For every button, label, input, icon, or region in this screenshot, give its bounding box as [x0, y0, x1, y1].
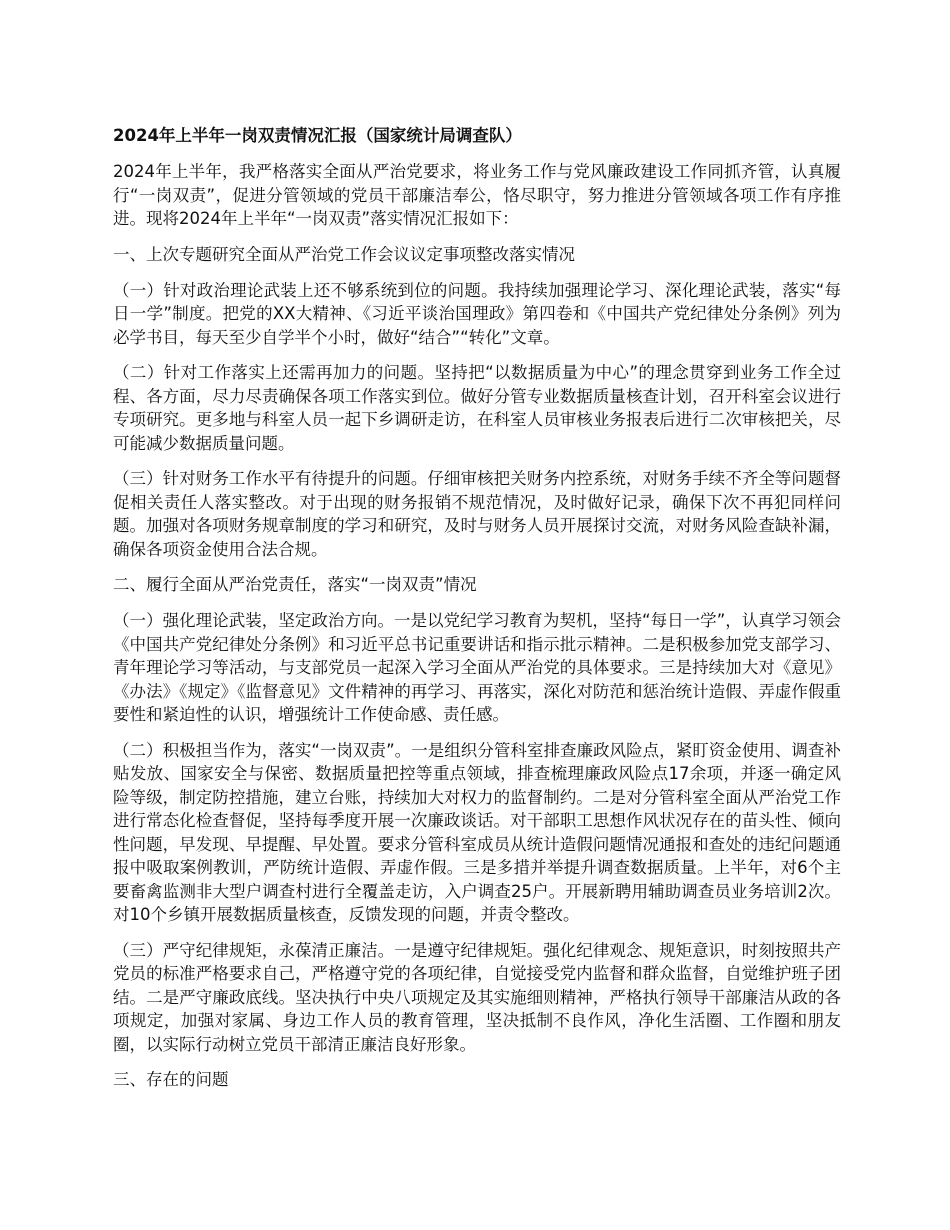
section-3-heading: 三、存在的问题 [113, 1070, 229, 1089]
document-page [113, 124, 841, 1104]
section-1-heading: 一、上次专题研究全面从严治党工作会议议定事项整改落实情况 [113, 244, 575, 264]
section-2-heading: 二、履行全面从严治党责任，落实“一岗双责”情况 [113, 575, 477, 594]
document-title: 2024年上半年一岗双责情况汇报（国家统计局调查队） [113, 126, 522, 145]
section-2-paragraph-3: （三）严守纪律规矩，永葆清正廉洁。一是遵守纪律规矩。强化纪律观念、规矩意识，时刻按照共产党员的标准严格要求自己，严格遵守党的各项纪律，自觉接受党内监督和群众监督，自觉维护班子团结。二是严守廉政底线。坚决执行中央八项规定及其实施细则精神，严格执行领导干部廉洁从政的各项规定，加强对家属、身边工作人员的教育管理，坚决抵制不良作风，净化生活圈、工作圈和朋友圈，以实际行动树立党员干部清正廉洁良好形象。 [113, 940, 841, 1054]
intro-paragraph: 2024年上半年，我严格落实全面从严治党要求，将业务工作与党风廉政建设工作同抓齐管，认真履行“一岗双责”，促进分管领域的党员干部廉洁奉公，恪尽职守，努力推进分管领域各项工作有序推进。现将2024年上半年“一岗双责”落实情况汇报如下： [113, 162, 841, 228]
section-2-paragraph-2: （二）积极担当作为，落实“一岗双责”。一是组织分管科室排查廉政风险点，紧盯资金使用、调查补贴发放、国家安全与保密、数据质量把控等重点领域，排查梳理廉政风险点17余项，并逐一确定风险等级，制定防控措施，建立台账，持续加大对权力的监督制约。二是对分管科室全面从严治党工作进行常态化检查督促，坚持每季度开展一次廉政谈话。对干部职工思想作风状况存在的苗头性、倾向性问题，早发现、早提醒、早处置。要求分管科室成员从统计造假问题情况通报和查处的违纪问题通报中吸取案例教训，严防统计造假、弄虚作假。三是多措并举提升调查数据质量。上半年，对6个主要畜禽监测非大型户调查村进行全覆盖走访，入户调查25户。开展新聘用辅助调查员业务培训2次。对10个乡镇开展数据质量核查，反馈发现的问题，并责令整改。 [113, 740, 841, 924]
section-2-paragraph-1: （一）强化理论武装，坚定政治方向。一是以党纪学习教育为契机，坚持“每日一学”，认真学习领会《中国共产党纪律处分条例》和习近平总书记重要讲话和指示批示精神。二是积极参加党支部学习、青年理论学习等活动，与支部党员一起深入学习全面从严治党的具体要求。三是持续加大对《意见》《办法》《规定》《监督意见》文件精神的再学习、再落实，深化对防范和惩治统计造假、弄虚作假重要性和紧迫性的认识，增强统计工作使命感、责任感。 [113, 611, 841, 724]
section-1-paragraph-1: （一）针对政治理论武装上还不够系统到位的问题。我持续加强理论学习、深化理论武装，落实“每日一学”制度。把党的XX大精神、《习近平谈治国理政》第四卷和《中国共产党纪律处分条例》列为必学书目，每天至少自学半个小时，做好“结合”“转化”文章。 [113, 280, 841, 347]
section-1-paragraph-2: （二）针对工作落实上还需再加力的问题。坚持把“以数据质量为中心”的理念贯穿到业务工作全过程、各方面，尽力尽责确保各项工作落实到位。做好分管专业数据质量核查计划，召开科室会议进行专项研究。更多地与科室人员一起下乡调研走访，在科室人员审核业务报表后进行二次审核把关，尽可能减少数据质量问题。 [113, 363, 841, 453]
section-1-paragraph-3: （三）针对财务工作水平有待提升的问题。仔细审核把关财务内控系统，对财务手续不齐全等问题督促相关责任人落实整改。对于出现的财务报销不规范情况，及时做好记录，确保下次不再犯同样问题。加强对各项财务规章制度的学习和研究，及时与财务人员开展探讨交流，对财务风险查缺补漏，确保各项资金使用合法合规。 [113, 469, 841, 559]
